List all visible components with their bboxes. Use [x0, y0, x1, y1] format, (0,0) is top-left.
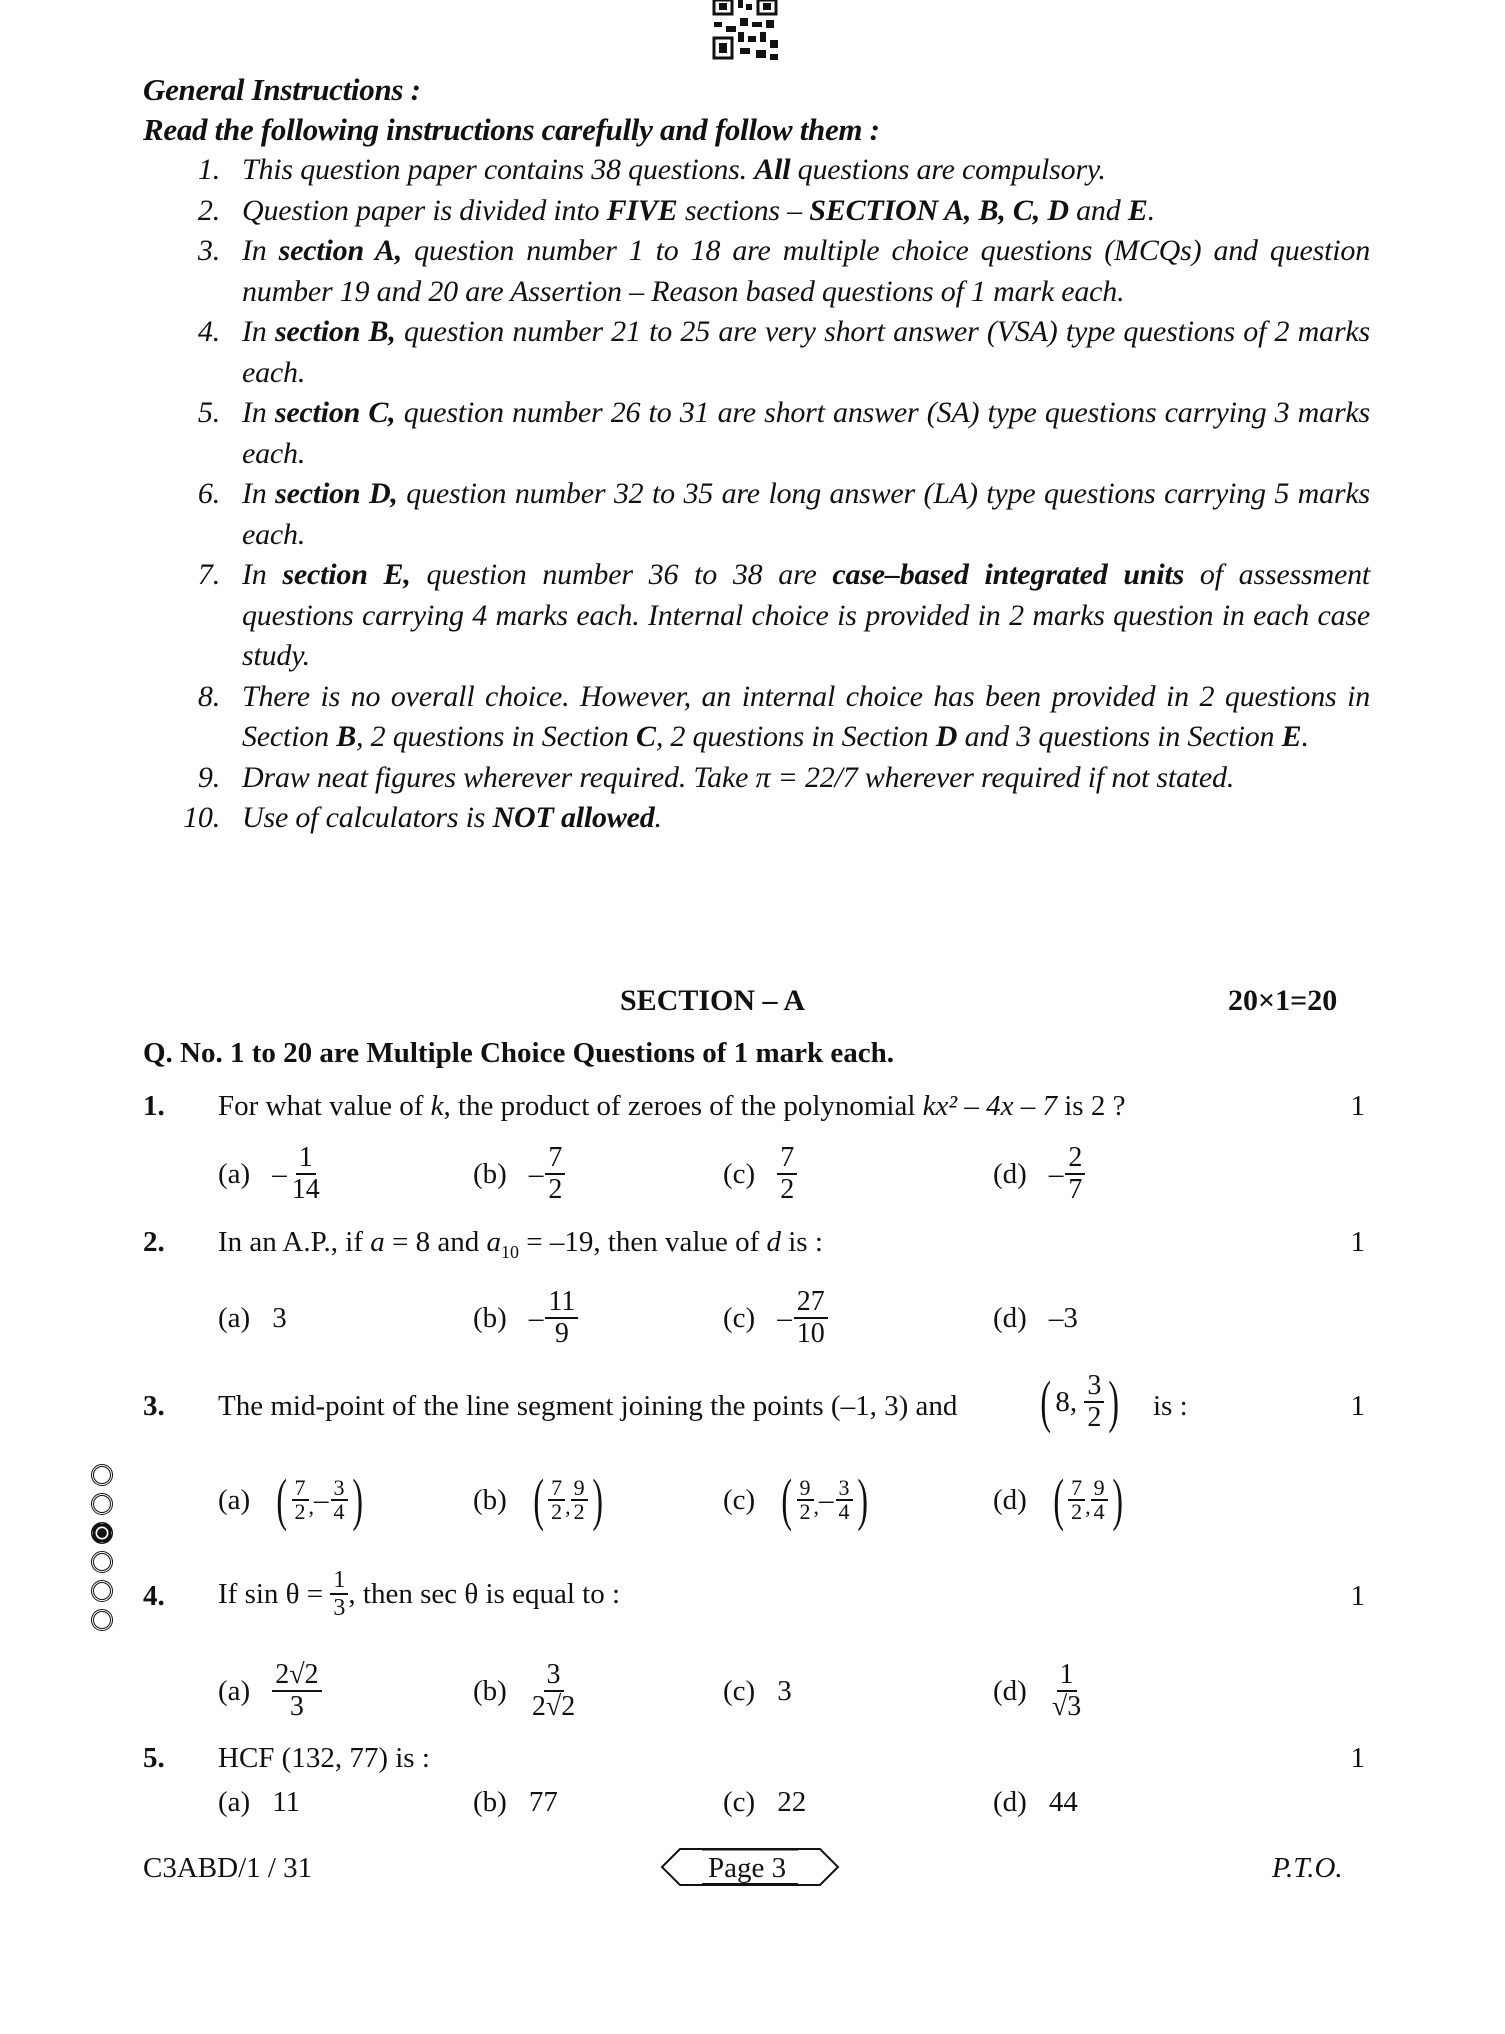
instruction-number: 5.	[197, 396, 220, 429]
question-number: 3.	[143, 1390, 165, 1422]
question-4-options	[218, 1646, 1218, 1736]
option-a: (a) ( $\frac{7}{2}$ , – $\frac{3}{4}$ )	[218, 1467, 363, 1532]
qr-code-icon	[712, 0, 780, 62]
question-marks: 1	[1350, 1226, 1365, 1258]
instruction-number: 9.	[197, 760, 220, 794]
question-number: 4.	[143, 1580, 165, 1612]
question-text: If sin θ = $\frac{1}{3}$ , then sec θ is equal to :	[218, 1567, 621, 1621]
instruction-item: 9. Draw neat figures wherever required. Take π = 22/7 wherever required if not stated.	[140, 758, 1370, 799]
option-a: (a) $\frac{2√2}{3}$	[218, 1646, 322, 1736]
instructions-title: General Instructions :	[143, 72, 421, 107]
instruction-number: 1.	[197, 153, 220, 186]
option-c: (c) ( $\frac{9}{2}$ , – $\frac{3}{4}$ )	[723, 1467, 868, 1532]
instruction-item: 2. Question paper is divided into FIVE sections – SECTION A, B, C, D and E.	[140, 191, 1370, 232]
option-b: (b) ( $\frac{7}{2}$ , $\frac{9}{2}$ )	[473, 1467, 603, 1532]
question-marks: 1	[1350, 1742, 1365, 1774]
instruction-item: 1. This question paper contains 38 questions. All questions are compulsory.	[140, 150, 1370, 191]
option-c: (c) $\frac{7}{2}$	[723, 1134, 797, 1214]
instruction-item: 6. In section D, question number 32 to 35 are long answer (LA) type questions carrying 5 marks each.	[140, 474, 1370, 555]
instruction-item: 5. In section C, question number 26 to 31 are short answer (SA) type questions carrying 3 marks each.	[140, 393, 1370, 474]
option-b: (b) $\frac{3}{2√2}$	[473, 1659, 576, 1722]
page-number: Page 3	[708, 1852, 787, 1884]
option-b: (b) 77	[473, 1785, 558, 1818]
option-c: (c) 3	[723, 1674, 792, 1707]
question-marks: 1	[1350, 1090, 1365, 1122]
option-d: (d) ( $\frac{7}{2}$ , $\frac{9}{4}$ )	[993, 1467, 1123, 1532]
section-marks: 20×1=20	[1228, 984, 1338, 1017]
instructions-subtitle: Read the following instructions carefully and follow them :	[143, 112, 880, 147]
question-number: 2.	[143, 1226, 165, 1258]
option-d: (d) $\frac{1}{√3}$	[993, 1659, 1082, 1722]
instruction-number: 3.	[197, 234, 220, 267]
question-text: The mid-point of the line segment joining the points (–1, 3) and	[218, 1390, 958, 1422]
question-3: 3. The mid-point of the line segment joining the points (–1, 3) and ( 8, $\frac{3}{2}$ ) is : 1	[143, 1369, 1365, 1434]
instruction-number: 2.	[197, 193, 220, 227]
spiral-decoration-icon	[86, 1460, 118, 1645]
question-number: 5.	[143, 1742, 165, 1774]
option-c: (c) 22	[723, 1785, 807, 1818]
option-b: (b) – $\frac{11}{9}$	[473, 1278, 578, 1358]
question-1-options	[218, 1134, 1218, 1214]
question-text: HCF (132, 77) is :	[218, 1742, 430, 1774]
question-text: In an A.P., if a = 8 and $a_{10} = -19$, then value of d is :	[218, 1226, 823, 1262]
instruction-number: 8.	[197, 679, 220, 713]
option-d: (d) –3	[993, 1301, 1078, 1334]
question-marks: 1	[1350, 1390, 1365, 1422]
section-note: Q. No. 1 to 20 are Multiple Choice Questions of 1 mark each.	[143, 1037, 894, 1069]
section-title: SECTION – A	[620, 984, 806, 1017]
option-b: (b) – $\frac{7}{2}$	[473, 1134, 565, 1214]
instructions-list	[140, 150, 1370, 839]
question-3-options	[218, 1460, 1218, 1540]
instruction-item: 8. There is no overall choice. However, an internal choice has been provided in 2 questions in Section B, 2 questions in Section C, 2 questions in Section D and 3 questions in Section E.	[140, 677, 1370, 758]
instruction-item: 4. In section B, question number 21 to 25 are very short answer (VSA) type questions of 2 marks each.	[140, 312, 1370, 393]
instruction-number: 10.	[183, 801, 220, 834]
question-5-options	[218, 1782, 1218, 1822]
instruction-item: 3. In section A, question number 1 to 18 are multiple choice questions (MCQs) and question number 19 and 20 are Assertion – Reason based questions of 1 mark each.	[140, 231, 1370, 312]
option-a: (a) – $\frac{1}{14}$	[218, 1142, 320, 1205]
pto-label: P.T.O.	[1272, 1852, 1343, 1884]
instruction-number: 4.	[197, 315, 220, 348]
question-number: 1.	[143, 1090, 165, 1122]
instruction-item: 7. In section E, question number 36 to 38 are case–based integrated units of assessment questions carrying 4 marks each. Internal choice is provided in 2 marks question in each case study.	[140, 555, 1370, 677]
question-marks: 1	[1350, 1580, 1365, 1612]
option-d: (d) – $\frac{2}{7}$	[993, 1134, 1085, 1214]
instruction-number: 7.	[197, 558, 220, 591]
option-a: (a) 3	[218, 1301, 287, 1334]
question-2-options	[218, 1278, 1218, 1358]
instruction-item: 10. Use of calculators is NOT allowed.	[140, 798, 1370, 839]
question-4	[143, 1567, 1365, 1635]
option-a: (a) 11	[218, 1785, 301, 1818]
paper-code: C3ABD/1 / 31	[143, 1852, 313, 1884]
option-d: (d) 44	[993, 1785, 1078, 1818]
instruction-number: 6.	[197, 477, 220, 510]
question-text: For what value of k, the product of zeroes of the polynomial kx² – 4x – 7 is 2 ?	[218, 1090, 1126, 1122]
point-2: ( 8, $\frac{3}{2}$ )	[1040, 1369, 1120, 1434]
option-c: (c) – $\frac{27}{10}$	[723, 1278, 828, 1358]
